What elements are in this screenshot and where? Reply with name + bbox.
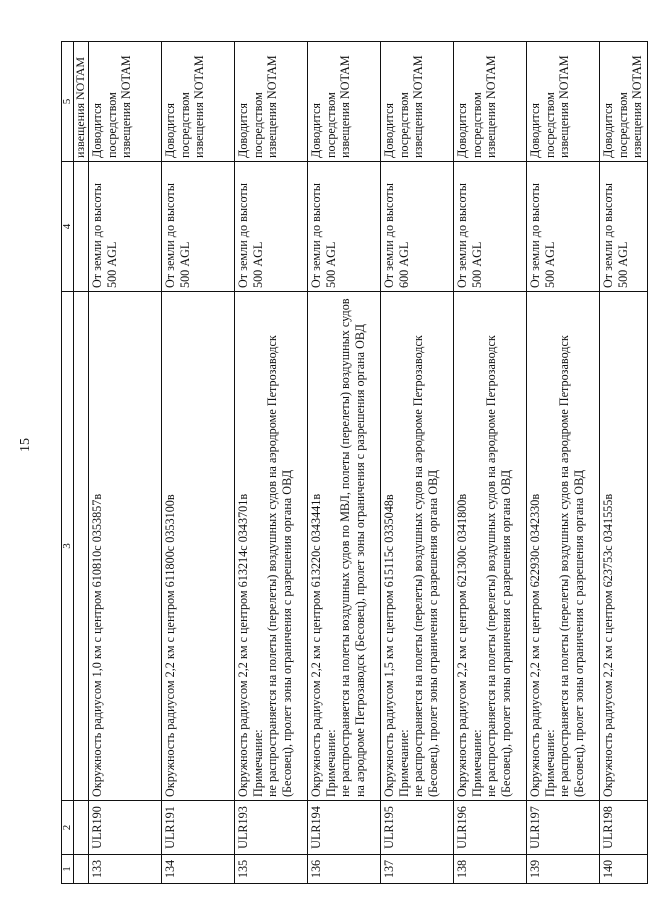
zone-description-cell [162,292,235,801]
note-label: Примечание: [323,729,338,797]
notice-method: Доводится посредством извещения NOTAM [381,42,454,162]
column-header: 1 [62,855,74,884]
table-row [308,42,381,884]
zone-description-cell [381,292,454,801]
row-number: 139 [527,855,600,884]
notice-method: Доводится посредством извещения NOTAM [308,42,381,162]
row-number: 136 [308,855,381,884]
zone-code: ULR195 [381,801,454,855]
note-label: Примечание: [469,729,484,797]
table-row [600,42,648,884]
note-text: не распространяется на полеты (перелеты) воздушных судов на аэродроме Петрозаводск (Бесовец), пролет зоны ограничения с разрешения органа ОВД [265,335,294,797]
column-header: 3 [62,292,74,801]
row-number: 134 [162,855,235,884]
notice-method: Доводится посредством извещения NOTAM [527,42,600,162]
continuation-row [74,42,89,884]
row-number: 140 [600,855,648,884]
row-number: 137 [381,855,454,884]
note-text: не распространяется на полеты (перелеты) воздушных судов на аэродроме Петрозаводск (Бесовец), пролет зоны ограничения с разрешения органа ОВД [411,335,440,797]
altitude-limit: От земли до высоты 500 AGL [600,162,648,292]
zone-description: Окружность радиусом 2,2 км с центром 613214с 0343701в [236,493,250,797]
zone-code: ULR190 [89,801,162,855]
notice-method: Доводится посредством извещения NOTAM [235,42,308,162]
zone-code: ULR196 [454,801,527,855]
zone-code: ULR193 [235,801,308,855]
altitude-limit: От земли до высоты 500 AGL [162,162,235,292]
note-text: не распространяется на полеты (перелеты) воздушных судов на аэродроме Петрозаводск (Бесовец), пролет зоны ограничения с разрешения органа ОВД [557,335,586,797]
column-header: 5 [62,42,74,162]
table-row [89,42,162,884]
zone-description: Окружность радиусом 2,2 км с центром 622930с 0342330в [528,493,542,797]
altitude-limit: От земли до высоты 600 AGL [381,162,454,292]
zone-description: Окружность радиусом 2,2 км с центром 623753с 0341555в [601,493,615,797]
altitude-limit: От земли до высоты 500 AGL [235,162,308,292]
table-row [454,42,527,884]
row-number: 138 [454,855,527,884]
zone-description-cell [235,292,308,801]
row-number: 135 [235,855,308,884]
restricted-zones-table [61,41,648,884]
zone-description-cell [89,292,162,801]
zone-description-cell [454,292,527,801]
note-text: не распространяется на полеты воздушных судов по МВЛ, полеты (перелеты) воздушных судов на аэродроме Петрозаводск (Бесовец), пролет зоны ограничения с разрешения органа ОВД [338,298,367,797]
zone-description: Окружность радиусом 1,5 км с центром 615115с 0335048в [382,494,396,797]
notice-method: Доводится посредством извещения NOTAM [600,42,648,162]
row-number: 133 [89,855,162,884]
zone-description: Окружность радиусом 2,2 км с центром 613220с 0343441в [309,493,323,797]
table-row [235,42,308,884]
zone-code: ULR198 [600,801,648,855]
altitude-limit: От земли до высоты 500 AGL [454,162,527,292]
column-header-row [62,42,74,884]
zone-description: Окружность радиусом 1,0 км с центром 610810с 0353857в [90,493,104,797]
note-label: Примечание: [396,729,411,797]
table-row [381,42,454,884]
column-header: 4 [62,162,74,292]
zone-code: ULR197 [527,801,600,855]
zone-description: Окружность радиусом 2,2 км с центром 611800с 0353100в [163,494,177,797]
notice-method: Доводится посредством извещения NOTAM [454,42,527,162]
continuation-cell: извещения NOTAM [74,42,89,162]
table-row [162,42,235,884]
page-number: 15 [18,438,33,452]
notice-method: Доводится посредством извещения NOTAM [89,42,162,162]
zone-description: Окружность радиусом 2,2 км с центром 621300с 0341800в [455,493,469,797]
note-text: не распространяется на полеты (перелеты) воздушных судов на аэродроме Петрозаводск (Бесовец), пролет зоны ограничения с разрешения органа ОВД [484,335,513,797]
column-header: 2 [62,801,74,855]
note-label: Примечание: [542,729,557,797]
table-row [527,42,600,884]
altitude-limit: От земли до высоты 500 AGL [527,162,600,292]
zone-description-cell [600,292,648,801]
notice-method: Доводится посредством извещения NOTAM [162,42,235,162]
zone-code: ULR194 [308,801,381,855]
altitude-limit: От земли до высоты 500 AGL [89,162,162,292]
altitude-limit: От земли до высоты 500 AGL [308,162,381,292]
note-label: Примечание: [250,729,265,797]
zone-description-cell [527,292,600,801]
zone-description-cell [308,292,381,801]
zone-code: ULR191 [162,801,235,855]
